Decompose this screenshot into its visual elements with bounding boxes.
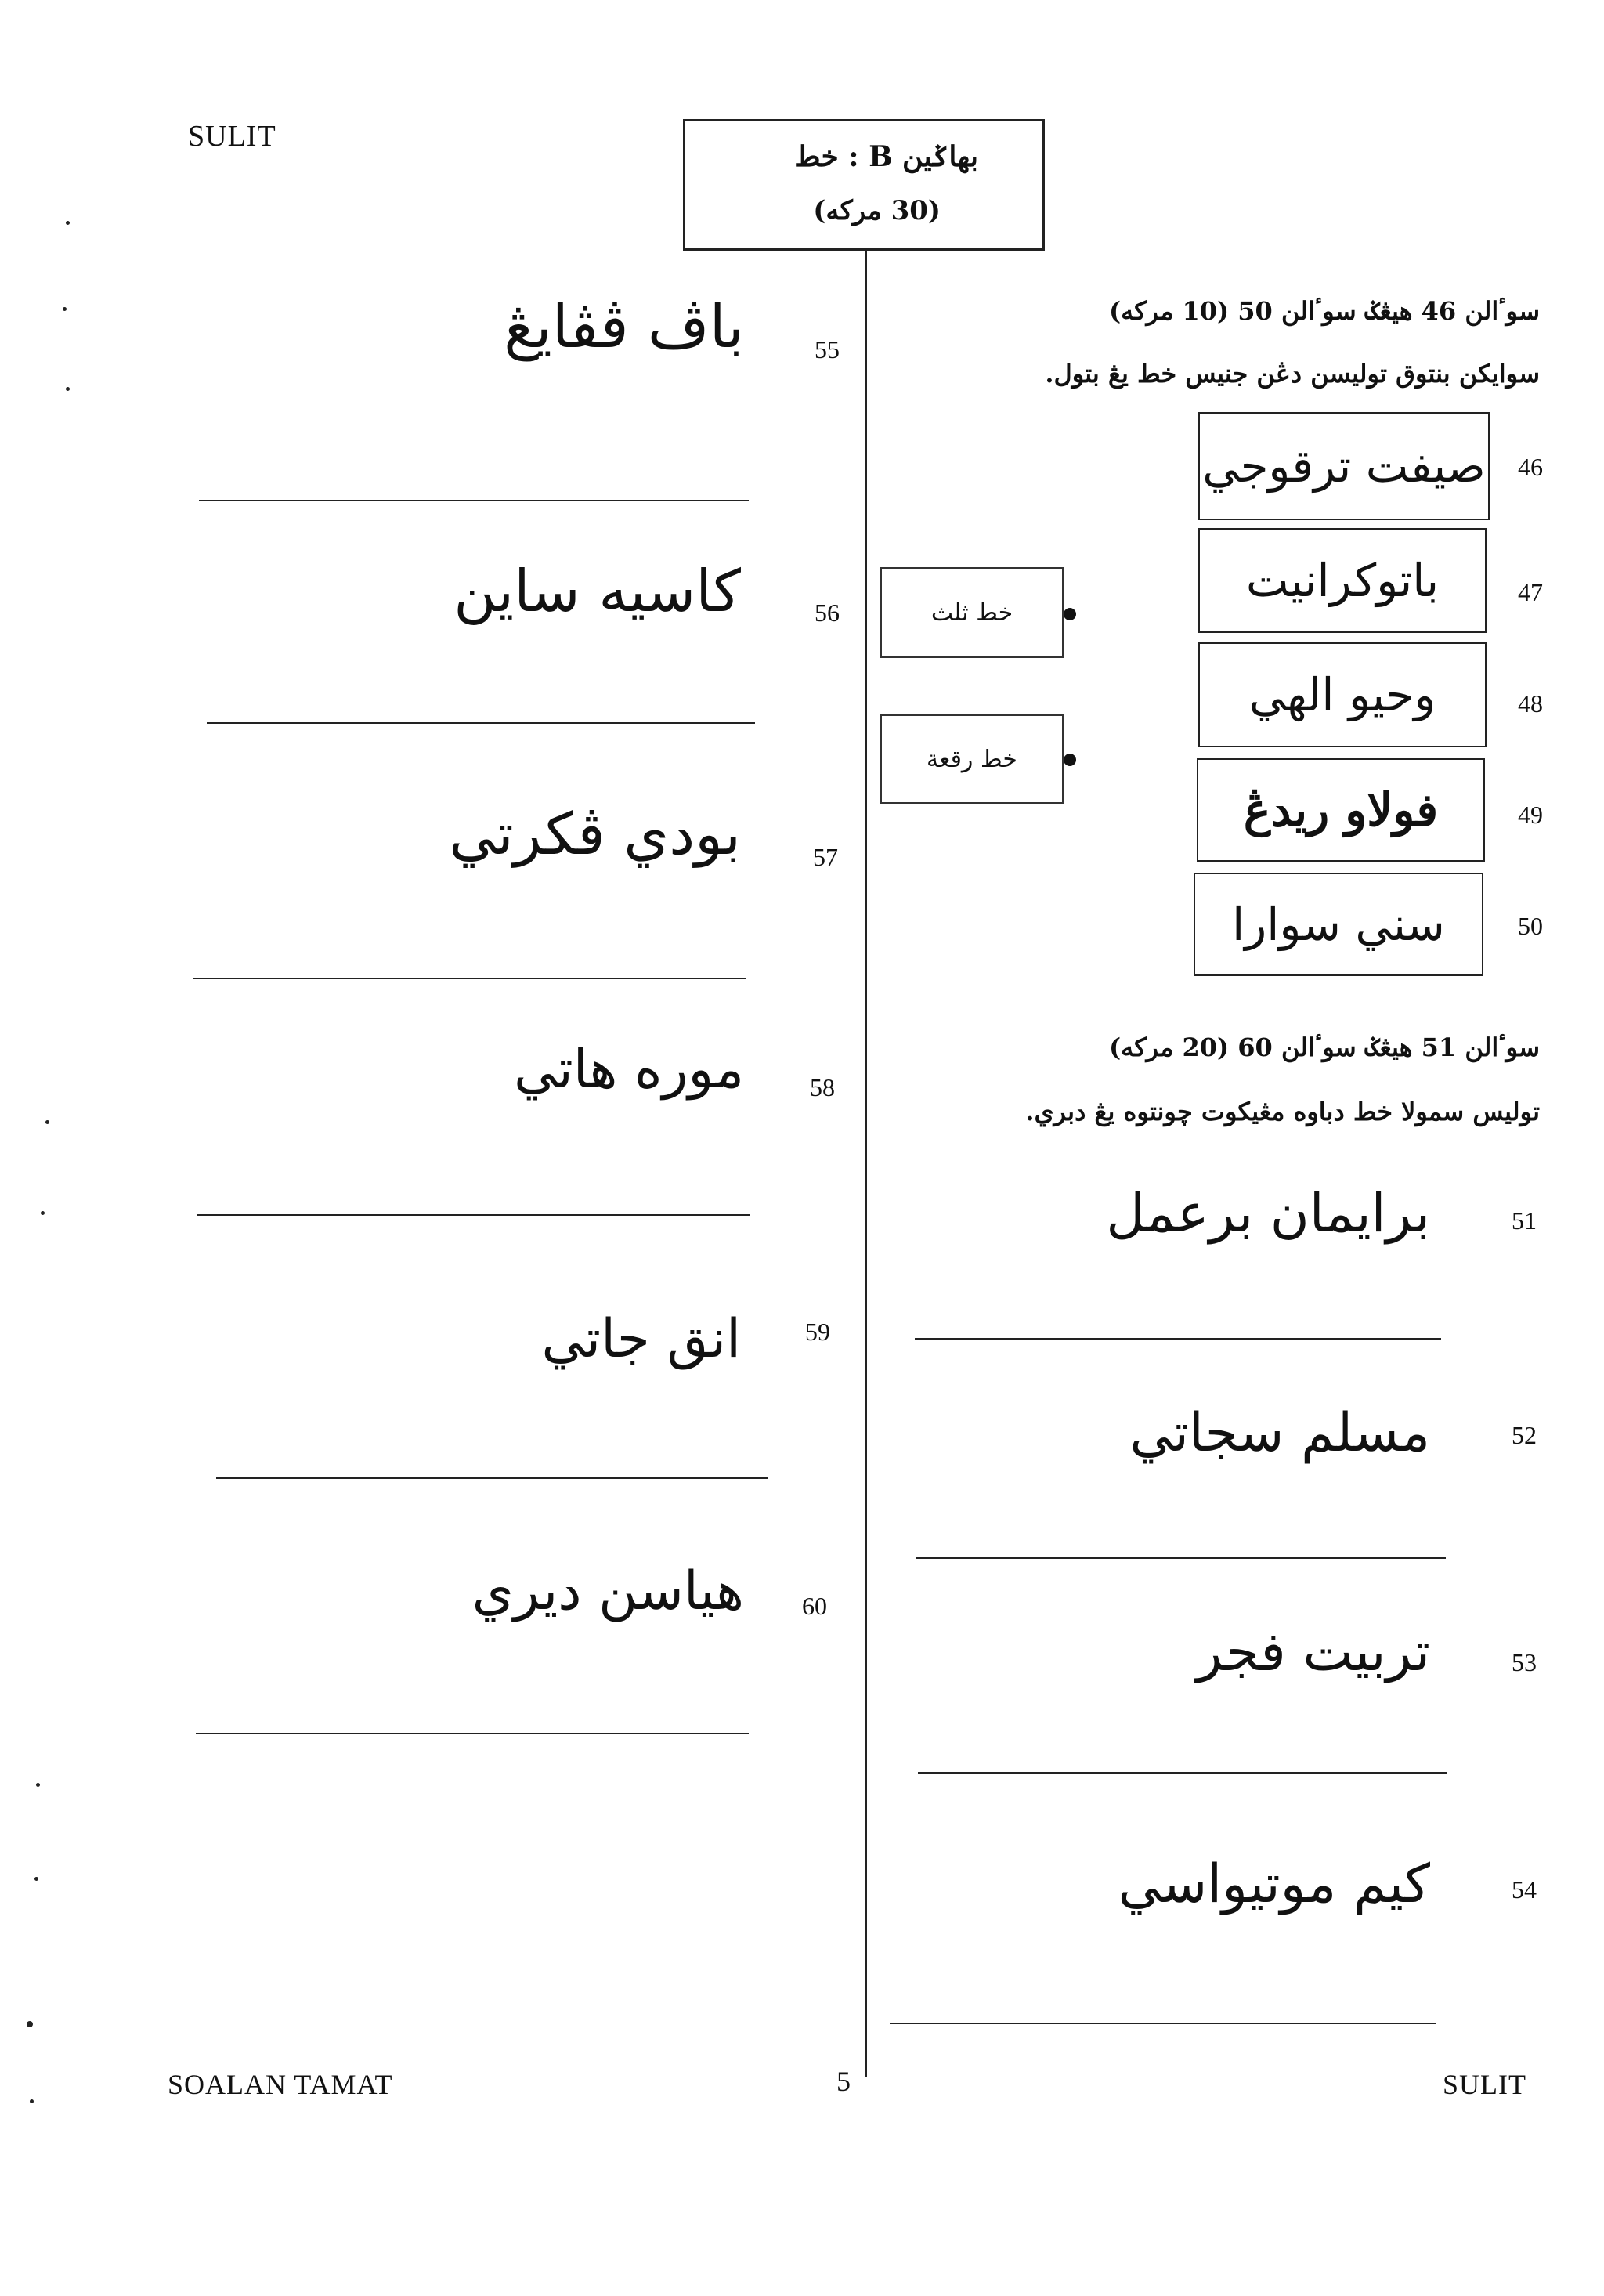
answer-line[interactable]: [915, 1338, 1441, 1340]
scan-mark: [45, 1120, 49, 1124]
question-number: 49: [1518, 801, 1543, 829]
scan-mark: [27, 2021, 33, 2027]
question-number: 46: [1518, 453, 1543, 481]
copy-item-word: مسلم سجاتي: [1129, 1402, 1430, 1464]
section-b-heading: سوٴالن 51 هيڠݢ سوٴالن 60 (20 مرکه): [1109, 1032, 1540, 1062]
copy-item-word: کاسيه ساين: [453, 558, 741, 625]
question-number: 55: [815, 335, 840, 363]
center-divider: [865, 251, 867, 2077]
matching-item-box: [1198, 412, 1490, 520]
option-connector-dot[interactable]: [1064, 608, 1076, 620]
answer-line[interactable]: [216, 1477, 768, 1479]
scan-mark: [66, 221, 70, 225]
question-number: 48: [1518, 689, 1543, 718]
copy-item-word: باڤ ڤڤايڠ: [504, 291, 744, 361]
option-connector-dot[interactable]: [1064, 754, 1076, 766]
scan-mark: [41, 1211, 45, 1215]
matching-item-word: صيفت ترقوجي: [1202, 439, 1486, 493]
header-sulit-left: SULIT: [188, 120, 276, 153]
section-b-instruction: توليس سمولا خط دباوه مڠيکوت چونتوه يڠ دبري.: [1025, 1097, 1540, 1126]
matching-item-word: فولاو ريدڠ: [1243, 783, 1439, 837]
question-number: 60: [802, 1592, 827, 1620]
scan-mark: [30, 2099, 34, 2103]
matching-item-box: [1198, 642, 1487, 747]
matching-item-word: وحيو الهي: [1248, 668, 1436, 721]
part-b-marks: (30 مرکه): [813, 195, 941, 226]
answer-line[interactable]: [197, 1214, 750, 1216]
answer-line[interactable]: [916, 1557, 1446, 1559]
part-b-title-box: [683, 119, 1045, 251]
question-number: 51: [1512, 1206, 1537, 1235]
copy-item-word: بودي ڤکرتي: [449, 801, 741, 868]
question-number: 50: [1518, 912, 1543, 940]
scan-mark: [63, 307, 67, 311]
footer-soalan-tamat: SOALAN TAMAT: [168, 2069, 393, 2100]
answer-line[interactable]: [918, 1772, 1447, 1774]
answer-line[interactable]: [207, 722, 755, 724]
matching-item-box: [1194, 873, 1483, 976]
answer-line[interactable]: [193, 978, 746, 979]
part-b-title: بهاݢين B : خط: [794, 140, 978, 173]
matching-item-box: [1198, 528, 1487, 633]
section-a-heading: سوٴالن 46 هيڠݢ سوٴالن 50 (10 مرکه): [1109, 296, 1540, 326]
copy-item-word: انق جاتي: [541, 1308, 741, 1370]
answer-line[interactable]: [199, 500, 749, 501]
copy-item-word: هياسن ديري: [471, 1560, 744, 1622]
scan-mark: [34, 1877, 38, 1881]
question-number: 56: [815, 598, 840, 627]
copy-item-word: تربيت فجر: [1196, 1622, 1430, 1683]
question-number: 57: [813, 843, 838, 871]
option-riqah-box[interactable]: [880, 714, 1064, 804]
matching-item-word: سني سوارا: [1232, 898, 1445, 951]
footer-sulit-right: SULIT: [1443, 2069, 1526, 2100]
page-number: 5: [836, 2066, 851, 2097]
copy-item-word: برايمان برعمل: [1106, 1183, 1430, 1245]
answer-line[interactable]: [196, 1733, 749, 1734]
question-number: 59: [805, 1318, 830, 1346]
answer-line[interactable]: [890, 2023, 1436, 2024]
scan-mark: [66, 387, 70, 391]
question-number: 52: [1512, 1421, 1537, 1449]
copy-item-word: موره هاتي: [514, 1039, 744, 1101]
option-label: خط رقعة: [927, 745, 1017, 773]
matching-item-word: باتوکرانيت: [1245, 554, 1440, 607]
option-thuluth-box[interactable]: [880, 567, 1064, 658]
question-number: 53: [1512, 1648, 1537, 1676]
matching-item-box: [1197, 758, 1485, 862]
question-number: 54: [1512, 1875, 1537, 1904]
copy-item-word: کيم موتيواسي: [1118, 1853, 1430, 1915]
section-a-instruction: سوايکن بنتوق توليسن دڠن جنيس خط يڠ بتول.: [1045, 359, 1540, 389]
question-number: 58: [810, 1073, 835, 1101]
scan-mark: [36, 1783, 40, 1787]
option-label: خط ثلث: [930, 598, 1013, 627]
question-number: 47: [1518, 578, 1543, 606]
